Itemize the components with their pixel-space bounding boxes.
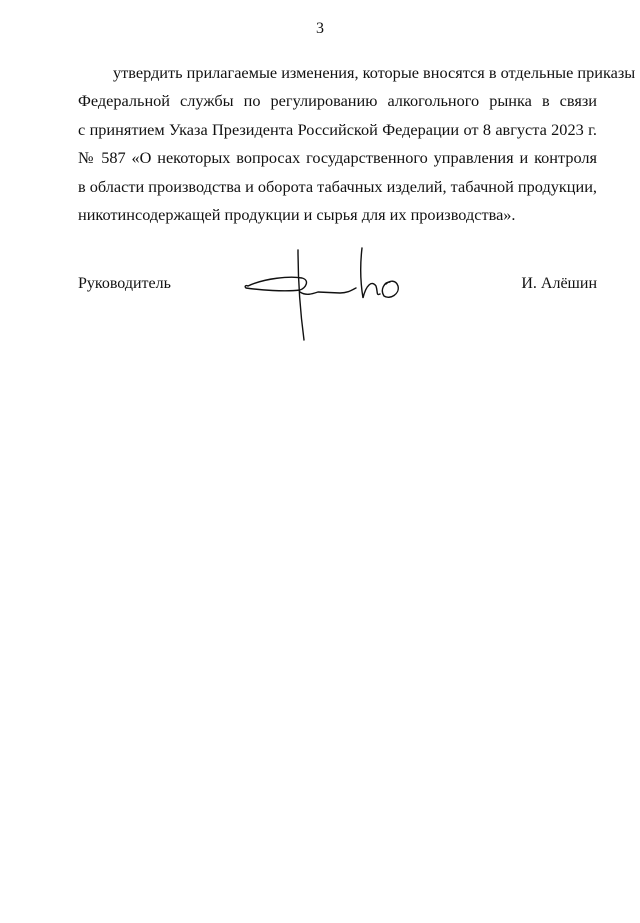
- paragraph-line: в области производства и оборота табачных изделий, табачной продукции,: [78, 176, 597, 196]
- paragraph-line: № 587 «О некоторых вопросах государственного управления и контроля: [78, 148, 597, 168]
- paragraph-line: утвердить прилагаемые изменения, которые вносятся в отдельные приказы: [113, 63, 636, 82]
- paragraph-line: никотинсодержащей продукции и сырья для их производства».: [78, 204, 516, 224]
- handwritten-signature: [240, 240, 420, 345]
- signatory-name: И. Алёшин: [521, 275, 597, 292]
- paragraph-line: с принятием Указа Президента Российской Федерации от 8 августа 2023 г.: [78, 119, 597, 139]
- body-paragraph: [78, 59, 636, 229]
- paragraph-line: Федеральной службы по регулированию алкогольного рынка в связи: [78, 91, 597, 111]
- signatory-title: Руководитель: [78, 275, 171, 292]
- page-number: 3: [316, 20, 324, 37]
